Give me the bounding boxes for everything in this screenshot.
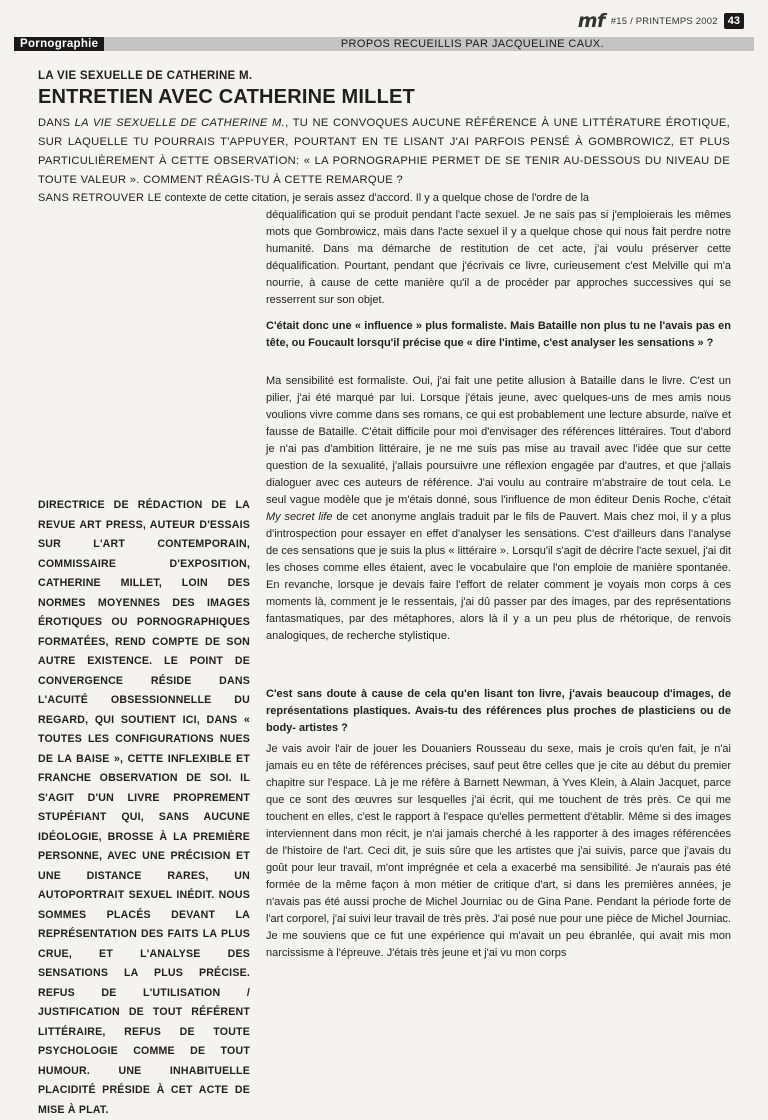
answer-1 xyxy=(266,207,731,309)
answer-3-text: Je vais avoir l'air de jouer les Douaniers Rousseau du sexe, mais je crois qu'en fait, je n'ai jamais eu en tête de références précises, sauf peut être celles que je cite au début du premier chapitre sur l'espace. Là je me réfère à Barnett Newman, à Yves Klein, à Alain Jacquet, parce que ce sont des œuvres sur lesquelles j'ai écrit, qui me touchent de très près. Ce qui me touchent en elles, c'est le rapport à l'espace qu'elles permettent d'établir. Même si des images interviennent dans mon récit, je n'ai jamais cherché à les rapporter à des images référencées de l'histoire de l'art. Ceci dit, je suis sûre que les artistes que j'ai suivis, parce que j'avais du goût pour leur travail, m'ont imprégnée et cela a exacerbé ma sensibilité. Je n'aurais pas été formée de la même façon à mon métier de critique d'art, si dans les premières années, je n'avais pas été aussi proche de Michel Journiac ou de Gina Pane. Pendant la période forte de l'art corporel, j'ai suivi leur travail de très près. J'ai posé nue pour une pièce de Michel Journiac. Je me souviens que ce fut une expérience qui m'avait un peu ébranlée, qui avait mis mon narcissisme à l'épreuve. J'étais très jeune et j'ai vu mon corps xyxy=(266,743,731,959)
lead-text-after: , TU NE CONVOQUES AUCUNE RÉFÉRENCE À UNE LITTÉRATURE ÉROTIQUE, SUR LAQUELLE TU POURRAIS T'APPUYER, POURTANT EN TE LISANT J'AI PARFOIS PENSÉ À GOMBROWICZ, ET PLUS PARTICULIÈREMENT À CETTE OBSERVATION: « LA PORNOGRAPHIE PERMET DE SE TENIR AU-DESSOUS DU NIVEAU DE TOUTE VALEUR ». COMMENT RÉAGIS-TU À CETTE REMARQUE ? xyxy=(38,117,730,186)
lead-question xyxy=(38,114,730,190)
answer-2-after: de cet anonyme anglais traduit par le fils de Pauvert. Mais chez moi, il y a plus d'introspection pour essayer en effet d'analyser les sensations. C'est d'ailleurs dans l'analyse de ces sensations que je suis la plus « littéraire ». Lorsqu'il s'agit de décrire l'acte sexuel, j'ai dit les choses comme elles étaient, avec le vocabulaire que l'on emploie de manière spontanée. En revanche, lorsque je devais faire l'effort de relater comment je voyais mon corps à ces moments là, comment je le ressentais, j'ai dû passer par des images, par des représentations fantasmatiques, par des métaphores, alors là il y a un peu plus de rhétorique, de renvois analogiques, de recherche stylistique. xyxy=(266,511,731,642)
answer-2 xyxy=(266,373,731,645)
answer-2-text xyxy=(266,373,731,645)
magazine-logo: mf xyxy=(577,10,605,32)
section-band xyxy=(14,37,754,51)
answer-2-before: Ma sensibilité est formaliste. Oui, j'ai fait une petite allusion à Bataille dans le livre. C'est un pilier, j'ai été marqué par lui. Lorsque j'étais jeune, avec quelques-uns de mes amis nous voulions vivre comme dans ses romans, ce qui est probablement une lecture absurde, naïve et fausse de Bataille. C'était difficile pour moi d'envisager des références littéraires. Tout d'abord je n'ai pas d'ambition littéraire, je ne me suis pas mise au travail avec l'idée que sur cette question de la sexualité, j'allais poursuivre une réflexion engagée par d'autres, et que j'allais dialoguer avec ces auteurs de référence. J'ai voulu au contraire m'abstraire de tout cela. Le seul vague modèle que je m'étais donné, sous l'influence de mon éditeur Denis Roche, c'était xyxy=(266,375,731,506)
question-3-block xyxy=(266,686,731,737)
article-kicker: LA VIE SEXUELLE DE CATHERINE M. xyxy=(38,70,253,82)
article-title: ENTRETIEN AVEC CATHERINE MILLET xyxy=(38,86,415,108)
issue-info: #15 / PRINTEMPS 2002 xyxy=(610,15,718,27)
section-label: Pornographie xyxy=(14,37,104,51)
interview-credit: PROPOS RECUEILLIS PAR JACQUELINE CAUX. xyxy=(340,38,604,50)
page-header xyxy=(578,10,744,32)
page-number: 43 xyxy=(724,13,744,29)
question-2: C'était donc une « influence » plus formaliste. Mais Bataille non plus tu ne l'avais pas en tête, ou Foucault lorsqu'il précise que « dire l'intime, c'est analyser les sensations » ? xyxy=(266,320,731,349)
lead-book-title: LA VIE SEXUELLE DE CATHERINE M. xyxy=(74,117,286,129)
answer-1-caps: SANS RETROUVER LE xyxy=(38,192,162,204)
answer-1-text: déqualification qui se produit pendant l'acte sexuel. Je ne sais pas si j'emploierais les mêmes mots que Gombrowicz, mais dans l'acte sexuel il y a quelque chose qui nous fait perdre notre humanité. Dans ma démarche de restitution de cet acte, j'ai voulu préserver cette déqualification. Pourtant, pendant que j'écrivais ce livre, curieusement c'est Melville qui m'a nourrie, à cause de cette manière qu'il a de procéder par approches successives qui se resserrent sur son objet. xyxy=(266,209,731,306)
lead-text-before: DANS xyxy=(38,117,75,129)
answer-1-opening xyxy=(38,190,730,207)
question-3: C'est sans doute à cause de cela qu'en lisant ton livre, j'avais beaucoup d'images, de représentations plastiques. Avais-tu des références plus proches de plasticiens ou de body- artistes ? xyxy=(266,688,731,734)
answer-3 xyxy=(266,741,731,962)
answer-2-book-title: My secret life xyxy=(266,511,333,523)
sidebar-intro: DIRECTRICE DE RÉDACTION DE LA REVUE ART PRESS, AUTEUR D'ESSAIS SUR L'ART CONTEMPORAIN, COMMISSAIRE D'EXPOSITION, CATHERINE MILLET, LOIN DES NORMES MOYENNES DES IMAGES ÉROTIQUES OU PORNOGRAPHIQUES FORMATÉES, REND COMPTE DE SON AUTRE EXISTENCE. LE POINT DE CONVERGENCE RÉSIDE DANS L'ACUITÉ OBSESSIONNELLE DU REGARD, QUI SOUTIENT ICI, DANS « TOUTES LES CONFIGURATIONS NUES DE LA BAISE », CETTE INFLEXIBLE ET FRANCHE OBSERVATION DE SOI. IL S'AGIT D'UN LIVRE PROPREMENT STUPÉFIANT QUI, SANS AUCUNE IDÉOLOGIE, BROSSE À LA PREMIÈRE PERSONNE, AVEC UNE PRÉCISION ET UNE DISTANCE RARES, UN AUTOPORTRAIT SEXUEL INÉDIT. NOUS SOMMES PLACÉS DEVANT LA REPRÉSENTATION DES FAITS LA PLUS CRUE, ET L'ANALYSE DES SENSATIONS LA PLUS PRÉCISE. REFUS DE L'UTILISATION / JUSTIFICATION DE TOUT RÉFÉRENT LITTÉRAIRE, REFUS DE TOUTE PSYCHOLOGIE COMME DE TOUT HUMOUR. UNE INHABITUELLE PLACIDITÉ PRÉSIDE À CET ACTE DE MISE À PLAT. xyxy=(38,499,250,1116)
question-2-block xyxy=(266,318,731,352)
answer-1-first-line: contexte de cette citation, je serais assez d'accord. Il y a quelque chose de l'ordre de la xyxy=(161,192,590,204)
